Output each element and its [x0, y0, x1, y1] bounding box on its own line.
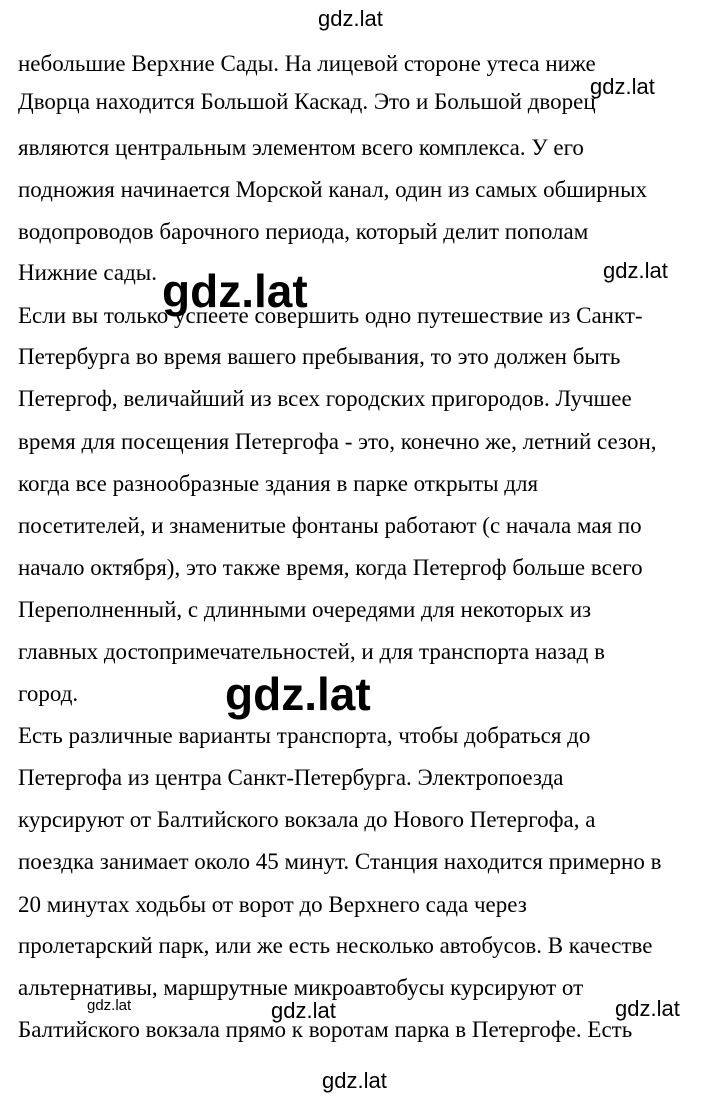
- text-line-23: альтернативы, маршрутные микроавтобусы курсируют от: [18, 975, 584, 1000]
- text-line-19: курсируют от Балтийского вокзала до Нового Петергофа, а: [18, 807, 596, 832]
- text-line-20: поездка занимает около 45 минут. Станция находится примерно в: [18, 849, 662, 874]
- watermark-right-2: gdz.lat: [603, 258, 668, 283]
- text-line-22: пролетарский парк, или же есть несколько автобусов. В качестве: [18, 933, 653, 958]
- text-line-8: Петербурга во время вашего пребывания, то это должен быть: [18, 344, 621, 369]
- watermark-center-low: gdz.lat: [271, 998, 336, 1023]
- text-line-4: подножия начинается Морской канал, один из самых обширных: [18, 177, 648, 202]
- watermark-big-2: gdz.lat: [225, 668, 371, 720]
- text-line-1: небольшие Верхние Сады. На лицевой стороне утеса ниже: [18, 51, 596, 76]
- text-line-21: 20 минутах ходьбы от ворот до Верхнего сада через: [18, 892, 527, 917]
- text-line-11: когда все разнообразные здания в парке открыты для: [18, 471, 539, 496]
- text-line-15: главных достопримечательностей, и для транспорта назад в: [18, 639, 605, 664]
- watermark-big-1: gdz.lat: [162, 265, 308, 317]
- text-line-10: время для посещения Петергофа - это, конечно же, летний сезон,: [18, 429, 657, 454]
- text-line-6: Нижние сады.: [18, 260, 157, 285]
- text-line-13: начало октября), это также время, когда Петергоф больше всего: [18, 555, 643, 580]
- text-line-18: Петергофа из центра Санкт-Петербурга. Электропоезда: [18, 765, 564, 790]
- watermark-header: gdz.lat: [318, 6, 383, 31]
- text-line-12: посетителей, и знаменитые фонтаны работают (с начала мая по: [18, 513, 642, 538]
- text-line-14: Переполненный, с длинными очередями для некоторых из: [18, 597, 592, 622]
- text-line-2: Дворца находится Большой Каскад. Это и Большой дворец: [18, 89, 596, 114]
- watermark-footer: gdz.lat: [322, 1068, 387, 1093]
- text-line-17: Есть различные варианты транспорта, чтобы добраться до: [18, 723, 591, 748]
- text-line-24: Балтийского вокзала прямо к воротам парка в Петергофе. Есть: [18, 1017, 633, 1042]
- watermark-right-1: gdz.lat: [590, 74, 655, 99]
- text-line-9: Петергоф, величайший из всех городских пригородов. Лучшее: [18, 386, 632, 411]
- text-line-3: являются центральным элементом всего комплекса. У его: [18, 135, 584, 160]
- text-line-16: город.: [18, 681, 79, 706]
- watermark-small-left: gdz.lat: [87, 997, 132, 1014]
- text-line-7: Если вы только успеете совершить одно путешествие из Санкт-: [18, 303, 643, 328]
- text-line-5: водопроводов барочного периода, который делит пополам: [18, 219, 589, 244]
- watermark-right-low: gdz.lat: [615, 996, 680, 1021]
